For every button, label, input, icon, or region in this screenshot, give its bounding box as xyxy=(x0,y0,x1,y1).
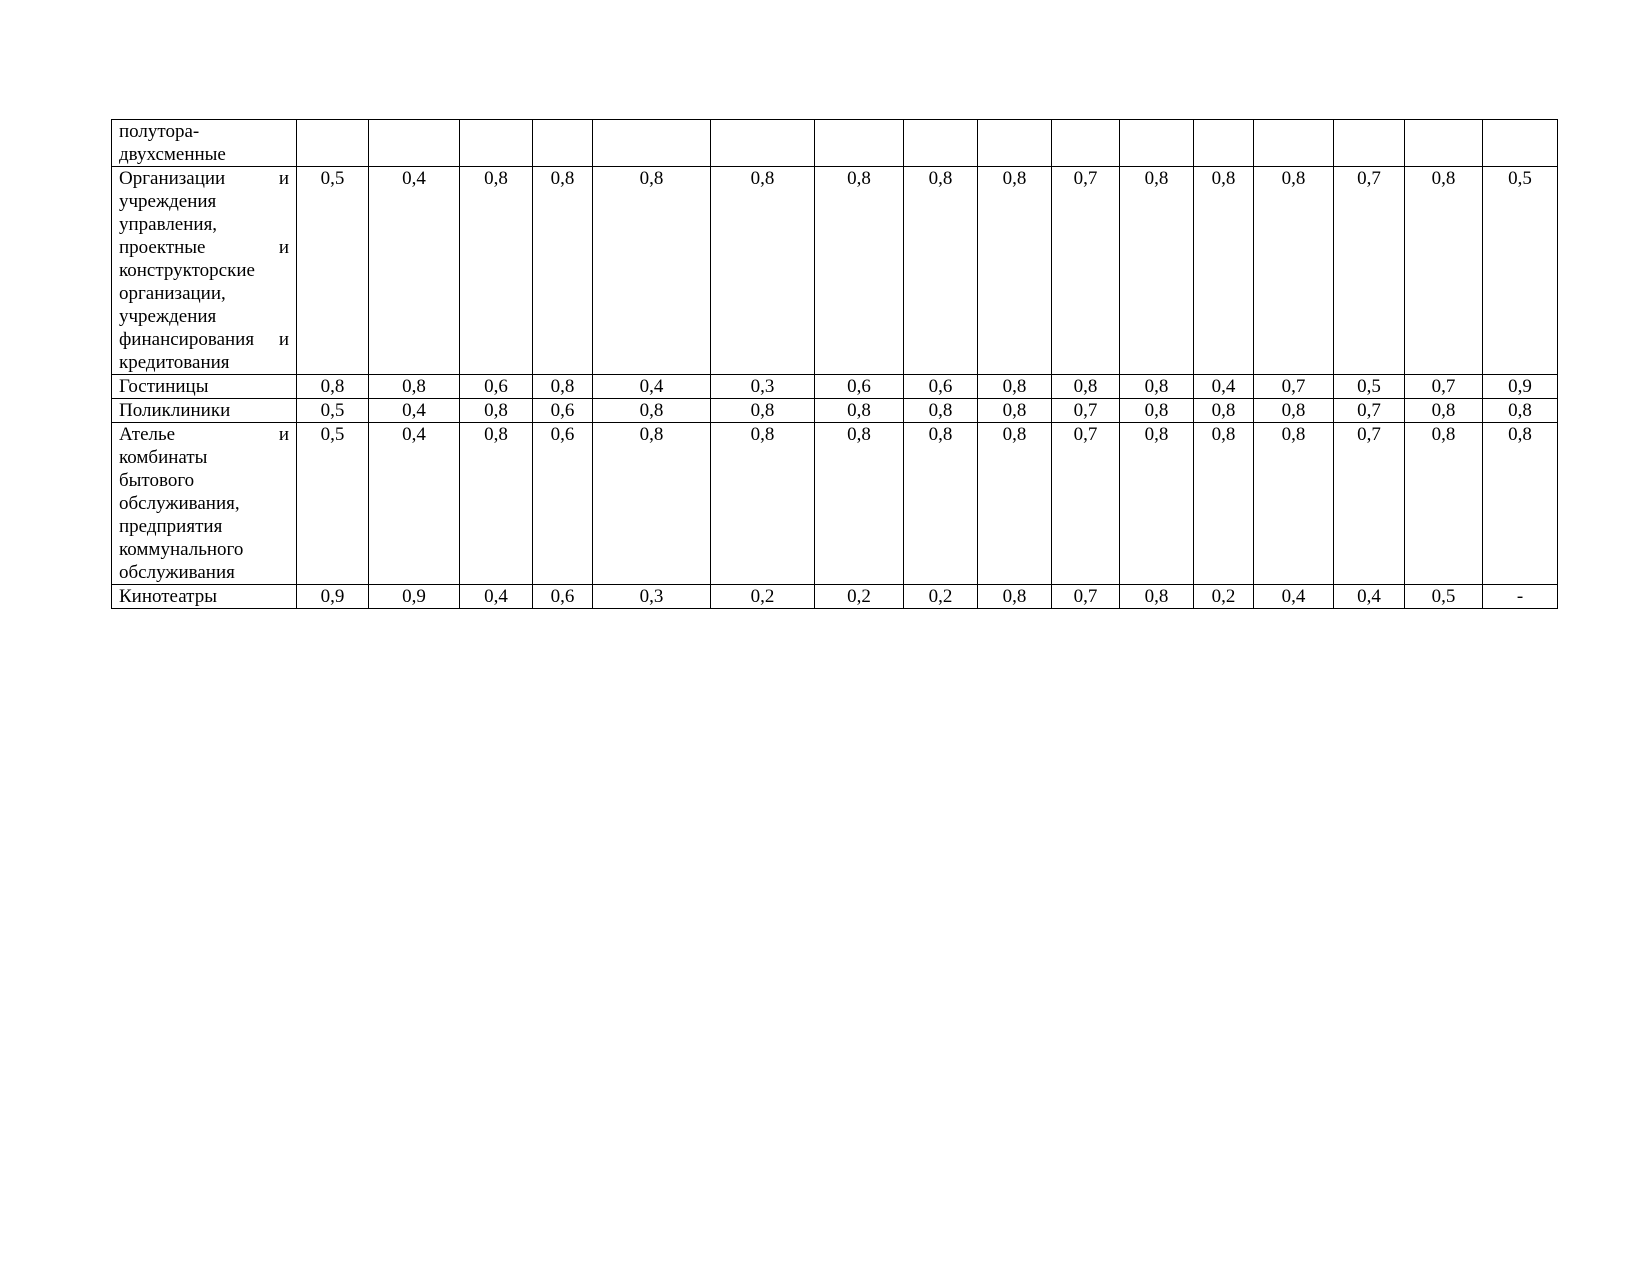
value-cell: 0,5 xyxy=(1405,585,1483,609)
row-label-line: Организации и xyxy=(119,168,289,189)
value-cell: 0,8 xyxy=(711,423,815,585)
value-cell: 0,7 xyxy=(1405,375,1483,399)
value-cell: 0,8 xyxy=(978,167,1052,375)
value-cell: 0,8 xyxy=(1194,423,1254,585)
value-cell: 0,7 xyxy=(1052,399,1120,423)
row-label-line: управления, xyxy=(119,214,218,235)
value-cell: 0,7 xyxy=(1052,585,1120,609)
value-cell: 0,7 xyxy=(1254,375,1334,399)
row-label-line: учреждения xyxy=(119,306,217,327)
row-label-cell xyxy=(112,399,297,423)
value-cell: 0,8 xyxy=(1254,167,1334,375)
row-label-line: обслуживания, xyxy=(119,493,240,514)
value-cell: 0,4 xyxy=(1194,375,1254,399)
value-cell: 0,8 xyxy=(904,423,978,585)
row-label-line: обслуживания xyxy=(119,562,235,583)
value-cell: 0,8 xyxy=(297,375,369,399)
row-label-line: учреждения xyxy=(119,191,217,212)
value-cell xyxy=(1334,120,1405,167)
coefficients-table xyxy=(111,119,1558,609)
value-cell: 0,7 xyxy=(1052,423,1120,585)
value-cell: 0,8 xyxy=(1405,167,1483,375)
row-label-line: двухсменные xyxy=(119,144,226,165)
row-label-cell xyxy=(112,585,297,609)
row-label-line: Гостиницы xyxy=(119,376,209,397)
value-cell: 0,3 xyxy=(593,585,711,609)
value-cell: 0,4 xyxy=(460,585,533,609)
row-label-line: организации, xyxy=(119,283,226,304)
value-cell: 0,4 xyxy=(1334,585,1405,609)
row-label-line: комбинаты xyxy=(119,447,208,468)
value-cell xyxy=(904,120,978,167)
value-cell: 0,4 xyxy=(369,167,460,375)
row-label-cell xyxy=(112,423,297,585)
row-label-line: проектные и xyxy=(119,237,289,258)
value-cell: 0,8 xyxy=(711,399,815,423)
value-cell: 0,8 xyxy=(1194,399,1254,423)
value-cell xyxy=(1254,120,1334,167)
value-cell: 0,8 xyxy=(460,167,533,375)
value-cell: 0,6 xyxy=(533,399,593,423)
value-cell xyxy=(978,120,1052,167)
value-cell: - xyxy=(1483,585,1558,609)
value-cell: 0,6 xyxy=(533,585,593,609)
row-label-line: конструкторские xyxy=(119,260,255,281)
value-cell xyxy=(460,120,533,167)
value-cell: 0,8 xyxy=(1254,423,1334,585)
row-label-line: Поликлиники xyxy=(119,400,231,421)
row-label-line: финансирования и xyxy=(119,329,289,350)
table-row xyxy=(112,423,1558,585)
value-cell: 0,8 xyxy=(533,375,593,399)
value-cell: 0,8 xyxy=(904,399,978,423)
value-cell: 0,8 xyxy=(533,167,593,375)
value-cell: 0,5 xyxy=(297,423,369,585)
value-cell: 0,8 xyxy=(978,585,1052,609)
row-label-line: бытового xyxy=(119,470,195,491)
value-cell xyxy=(815,120,904,167)
value-cell: 0,5 xyxy=(297,167,369,375)
value-cell: 0,8 xyxy=(815,399,904,423)
value-cell: 0,8 xyxy=(1120,423,1194,585)
value-cell xyxy=(1483,120,1558,167)
table-row xyxy=(112,375,1558,399)
value-cell: 0,8 xyxy=(978,375,1052,399)
value-cell xyxy=(593,120,711,167)
value-cell xyxy=(1194,120,1254,167)
value-cell: 0,8 xyxy=(1405,423,1483,585)
value-cell: 0,5 xyxy=(1334,375,1405,399)
value-cell: 0,8 xyxy=(711,167,815,375)
value-cell: 0,8 xyxy=(978,399,1052,423)
value-cell xyxy=(369,120,460,167)
value-cell: 0,3 xyxy=(711,375,815,399)
table-row xyxy=(112,585,1558,609)
table-row xyxy=(112,167,1558,375)
value-cell: 0,8 xyxy=(1120,167,1194,375)
row-label-line: коммунального xyxy=(119,539,244,560)
value-cell: 0,8 xyxy=(1120,375,1194,399)
table-row xyxy=(112,399,1558,423)
value-cell: 0,5 xyxy=(1483,167,1558,375)
value-cell: 0,6 xyxy=(904,375,978,399)
value-cell: 0,8 xyxy=(1405,399,1483,423)
row-label-cell xyxy=(112,120,297,167)
value-cell: 0,4 xyxy=(593,375,711,399)
value-cell: 0,8 xyxy=(593,423,711,585)
value-cell: 0,8 xyxy=(815,167,904,375)
value-cell: 0,2 xyxy=(904,585,978,609)
value-cell: 0,8 xyxy=(593,399,711,423)
row-label-line: предприятия xyxy=(119,516,223,537)
value-cell: 0,5 xyxy=(297,399,369,423)
value-cell: 0,8 xyxy=(978,423,1052,585)
value-cell: 0,7 xyxy=(1334,167,1405,375)
value-cell xyxy=(297,120,369,167)
value-cell: 0,7 xyxy=(1334,399,1405,423)
value-cell: 0,9 xyxy=(1483,375,1558,399)
value-cell: 0,2 xyxy=(711,585,815,609)
value-cell: 0,8 xyxy=(1120,585,1194,609)
value-cell xyxy=(533,120,593,167)
value-cell: 0,8 xyxy=(460,399,533,423)
row-label-cell xyxy=(112,375,297,399)
value-cell: 0,6 xyxy=(533,423,593,585)
value-cell: 0,6 xyxy=(815,375,904,399)
value-cell: 0,8 xyxy=(1483,399,1558,423)
value-cell: 0,2 xyxy=(1194,585,1254,609)
value-cell: 0,4 xyxy=(369,399,460,423)
value-cell: 0,4 xyxy=(369,423,460,585)
value-cell: 0,8 xyxy=(1120,399,1194,423)
row-label-line: Кинотеатры xyxy=(119,586,217,607)
value-cell: 0,6 xyxy=(460,375,533,399)
value-cell: 0,8 xyxy=(593,167,711,375)
value-cell: 0,8 xyxy=(1052,375,1120,399)
value-cell: 0,8 xyxy=(904,167,978,375)
value-cell: 0,9 xyxy=(297,585,369,609)
value-cell: 0,8 xyxy=(1483,423,1558,585)
value-cell: 0,8 xyxy=(1194,167,1254,375)
value-cell xyxy=(1120,120,1194,167)
value-cell: 0,4 xyxy=(1254,585,1334,609)
value-cell: 0,8 xyxy=(1254,399,1334,423)
value-cell: 0,9 xyxy=(369,585,460,609)
value-cell xyxy=(1405,120,1483,167)
row-label-line: полутора- xyxy=(119,121,200,142)
value-cell: 0,8 xyxy=(815,423,904,585)
value-cell: 0,8 xyxy=(369,375,460,399)
row-label-cell xyxy=(112,167,297,375)
row-label-line: кредитования xyxy=(119,352,230,373)
value-cell: 0,7 xyxy=(1334,423,1405,585)
row-label-line: Ателье и xyxy=(119,424,289,445)
table-row xyxy=(112,120,1558,167)
value-cell: 0,2 xyxy=(815,585,904,609)
value-cell xyxy=(711,120,815,167)
value-cell: 0,8 xyxy=(460,423,533,585)
value-cell xyxy=(1052,120,1120,167)
value-cell: 0,7 xyxy=(1052,167,1120,375)
